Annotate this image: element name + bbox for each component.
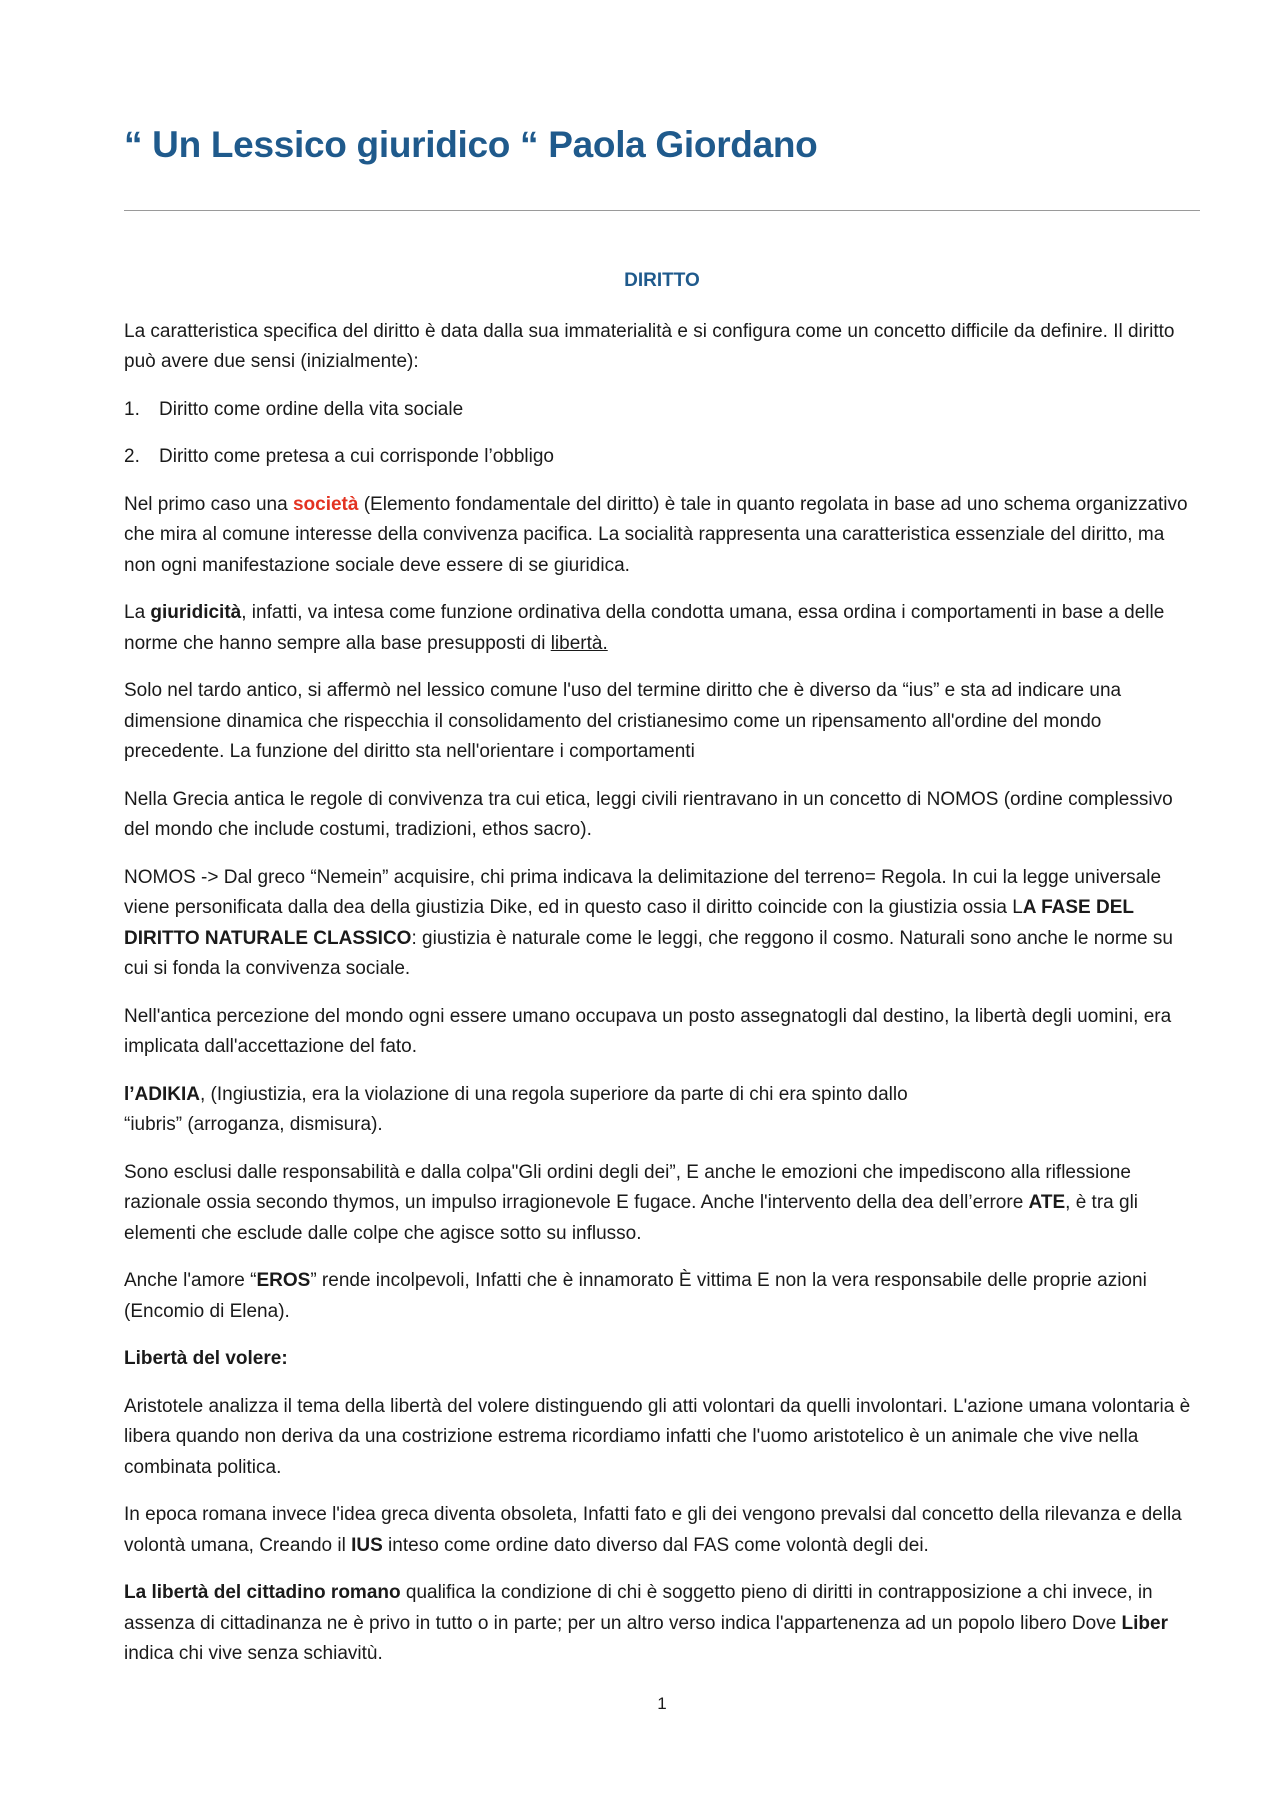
paragraph-adikia: l’ADIKIA, (Ingiustizia, era la violazione di una regola superiore da parte di chi era spinto dallo “iubris” (arroganza, dismisura). (124, 1083, 908, 1135)
document-title: “ Un Lessico giuridico “ Paola Giordano (124, 124, 818, 165)
list-item (124, 395, 1200, 426)
paragraph-destino: Nell'antica percezione del mondo ogni essere umano occupava un posto assegnatogli dal destino, la libertà degli uomini, era implicata dall'accettazione del fato. (124, 1005, 1172, 1057)
paragraph-epoca-romana: In epoca romana invece l'idea greca diventa obsoleta, Infatti fato e gli dei vengono prevalsi dal concetto della rilevanza e della volontà umana, Creando il IUS inteso come ordine dato diverso dal FAS come volontà degli dei. (124, 1504, 1182, 1556)
section-title: DIRITTO (624, 270, 700, 291)
list-text: Diritto come ordine della vita sociale (159, 398, 464, 420)
underlined-liberta: libertà. (550, 632, 608, 654)
page-number: 1 (657, 1694, 667, 1713)
paragraph-grecia: Nella Grecia antica le regole di convivenza tra cui etica, leggi civili rientravano in un concetto di NOMOS (ordine complessivo del mondo che include costumi, tradizioni, ethos sacro). (124, 788, 1173, 840)
list-item (124, 442, 1200, 473)
paragraph-giuridicita: La giuridicità, infatti, va intesa come funzione ordinativa della condotta umana, essa ordina i comportamenti in base a delle norme che hanno sempre alla base presupposti di libertà. (124, 602, 1165, 654)
title-divider (124, 210, 1200, 211)
paragraph-cittadino-romano: La libertà del cittadino romano qualifica la condizione di chi è soggetto pieno di diritti in contrapposizione a chi invece, in assenza di cittadinanza ne è privo in tutto o in parte; per un altro verso indica l'appartenenza ad un popolo libero Dove Liber indica chi vive senza schiavitù. (124, 1582, 1168, 1664)
list-number: 2. (124, 446, 140, 467)
paragraph-tardo-antico: Solo nel tardo antico, si affermò nel lessico comune l'uso del termine diritto che è diverso da “ius” e sta ad indicare una dimensione dinamica che rispecchia il consolidamento del cristianesimo come un ripensamento all'ordine del mondo precedente. La funzione del diritto sta nell'orientare i comportamenti (124, 680, 1122, 762)
subheading-liberta-volere: Libertà del volere: (124, 1348, 288, 1369)
paragraph-nomos: NOMOS -> Dal greco “Nemein” acquisire, chi prima indicava la delimitazione del terreno= Regola. In cui la legge universale viene personificata dalla dea della giustizia Dike, ed in questo caso il diritto coincide con la giustizia ossia LA FASE DEL DIRITTO NATURALE CLASSICO: giustizia è naturale come le leggi, che reggono il cosmo. Naturali sono anche le norme su cui si fonda la convivenza sociale. (124, 866, 1173, 979)
paragraph-eros: Anche l'amore “EROS” rende incolpevoli, Infatti che è innamorato È vittima E non la vera responsabile delle proprie azioni (Encomio di Elena). (124, 1270, 1147, 1322)
highlight-societa: società (292, 493, 359, 515)
document-body (124, 266, 1200, 1687)
bold-giuridicita: giuridicità (150, 602, 242, 623)
list-number: 1. (124, 398, 140, 420)
paragraph-societa: Nel primo caso una società (Elemento fondamentale del diritto) è tale in quanto regolata in base ad uno schema organizzativo che mira al comune interesse della convivenza pacifica. La socialità rappresenta una caratteristica essenziale del diritto, ma non ogni manifestazione sociale deve essere di se giuridica. (124, 493, 1188, 576)
paragraph-intro: La caratteristica specifica del diritto è data dalla sua immaterialità e si configura come un concetto difficile da definire. Il diritto può avere due sensi (inizialmente): (124, 320, 1175, 372)
paragraph-aristotele: Aristotele analizza il tema della libertà del volere distinguendo gli atti volontari da quelli involontari. L'azione umana volontaria è libera quando non deriva da una costrizione estrema ricordiamo infatti che l'uomo aristotelico è un animale che vive nella combinata politica. (124, 1395, 1191, 1478)
paragraph-responsabilita: Sono esclusi dalle responsabilità e dalla colpa"Gli ordini degli dei”, E anche le emozioni che impediscono alla riflessione razionale ossia secondo thymos, un impulso irragionevole E fugace. Anche l'intervento della dea dell’errore ATE, è tra gli elementi che esclude dalle colpe che agisce sotto su influsso. (124, 1161, 1139, 1244)
list-text: Diritto come pretesa a cui corrisponde l’obbligo (159, 446, 554, 467)
